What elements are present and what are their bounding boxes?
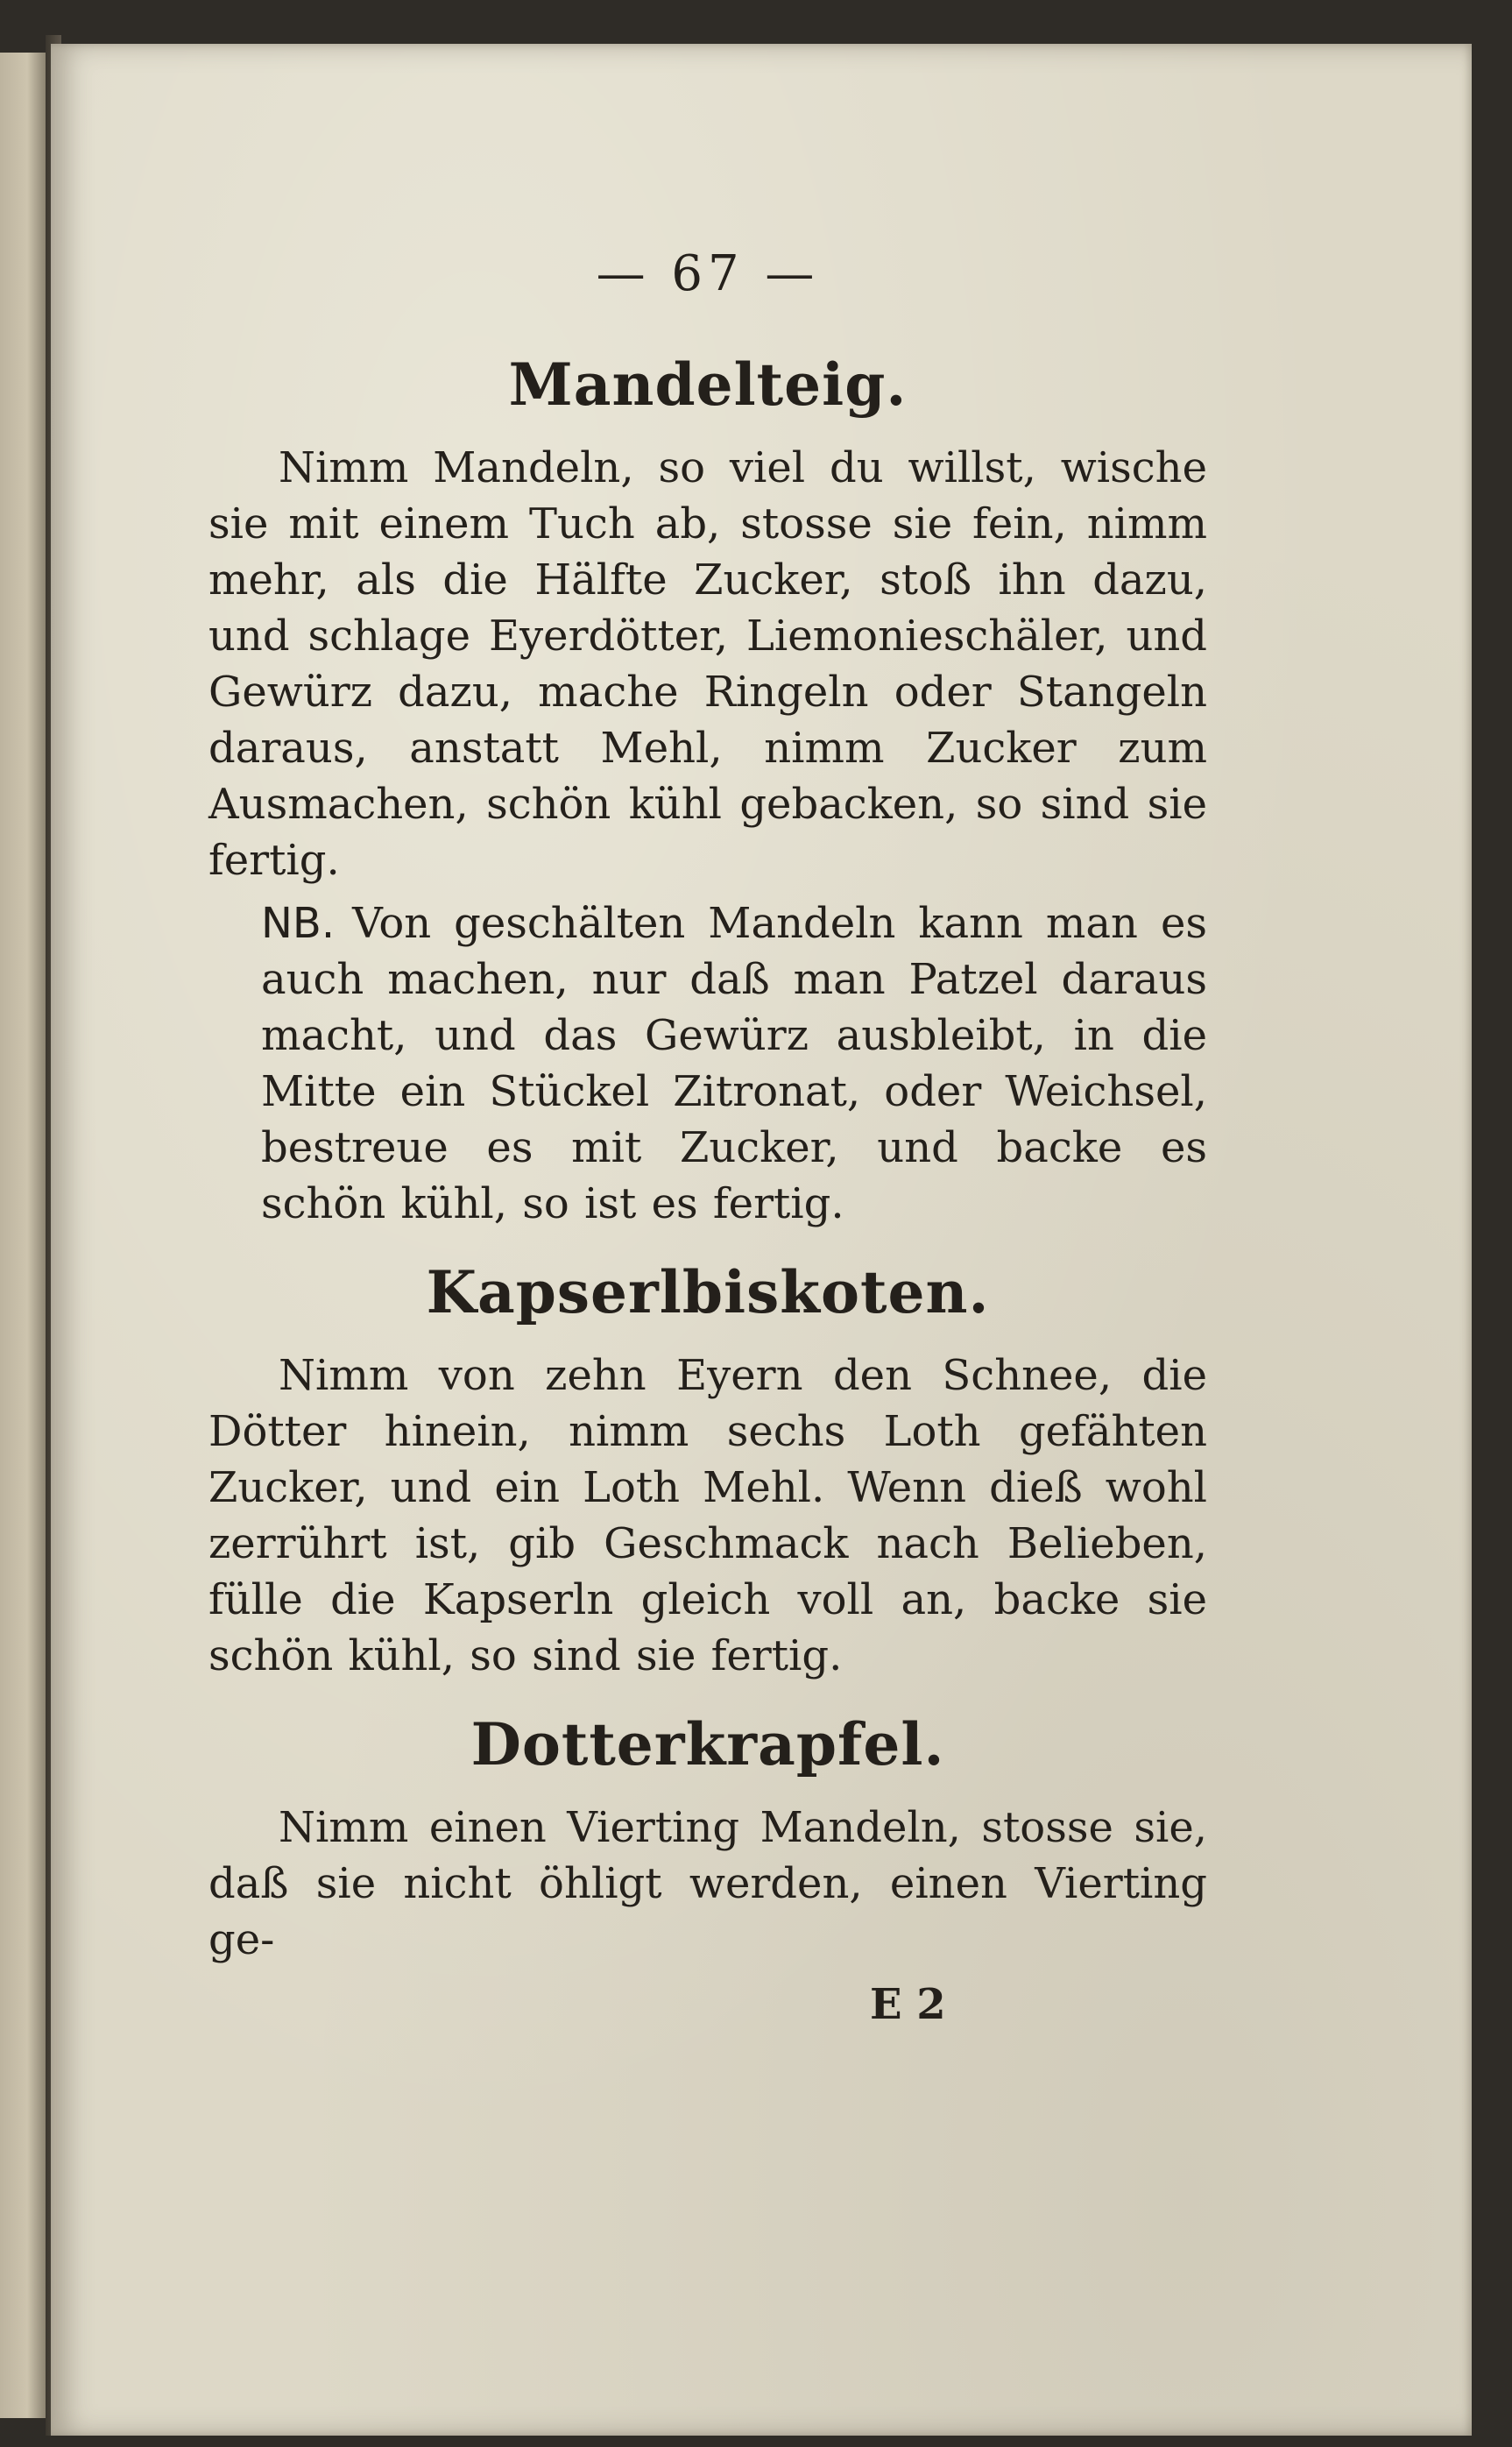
recipe-title: Dotterkrapfel. bbox=[470, 1710, 945, 1779]
nota-bene-paragraph bbox=[208, 895, 1207, 1232]
book-page bbox=[51, 44, 1472, 2436]
recipe-paragraph: Nimm Mandeln, so viel du willst, wische sie mit einem Tuch ab, stosse sie fein, nimm mehr, als die Hälfte Zucker, stoß ihn dazu, und schlage Eyerdötter, Liemonieschäler, und Gewürz dazu, mache Ringeln oder Stangeln daraus, anstatt Mehl, nimm Zucker zum Ausmachen, schön kühl gebacken, so sind sie fertig. bbox=[208, 443, 1207, 885]
facing-page-edge bbox=[0, 53, 46, 2418]
page-number: — 67 — bbox=[596, 245, 820, 302]
nota-bene-mark: NB. bbox=[261, 899, 336, 948]
recipe-paragraph: Nimm von zehn Eyern den Schnee, die Dötter hinein, nimm sechs Loth gefähten Zucker, und ein Loth Mehl. Wenn dieß wohl zerrührt ist, gib Geschmack nach Belieben, fülle die Kapserln gleich voll an, backe sie schön kühl, so sind sie fertig. bbox=[208, 1351, 1207, 1680]
nota-bene-text: Von geschälten Mandeln kann man es auch machen, nur daß man Patzel daraus macht, und das Gewürz ausbleibt, in die Mitte ein Stückel Zitronat, oder Weichsel, bestreue es mit Zucker, und backe es schön kühl, so ist es fertig. bbox=[261, 899, 1207, 1228]
page-content bbox=[208, 245, 1207, 1975]
recipe-mandelteig bbox=[208, 350, 1207, 1232]
recipe-paragraph: Nimm einen Vierting Mandeln, stosse sie, daß sie nicht öhligt werden, einen Vierting ge- bbox=[208, 1803, 1207, 1964]
printer-signature-mark: E 2 bbox=[870, 1980, 946, 2029]
recipe-dotterkrapfel bbox=[208, 1710, 1207, 1968]
recipe-title: Kapserlbiskoten. bbox=[426, 1258, 990, 1326]
recipe-kapserlbiskoten bbox=[208, 1258, 1207, 1684]
recipe-title: Mandelteig. bbox=[508, 350, 908, 419]
